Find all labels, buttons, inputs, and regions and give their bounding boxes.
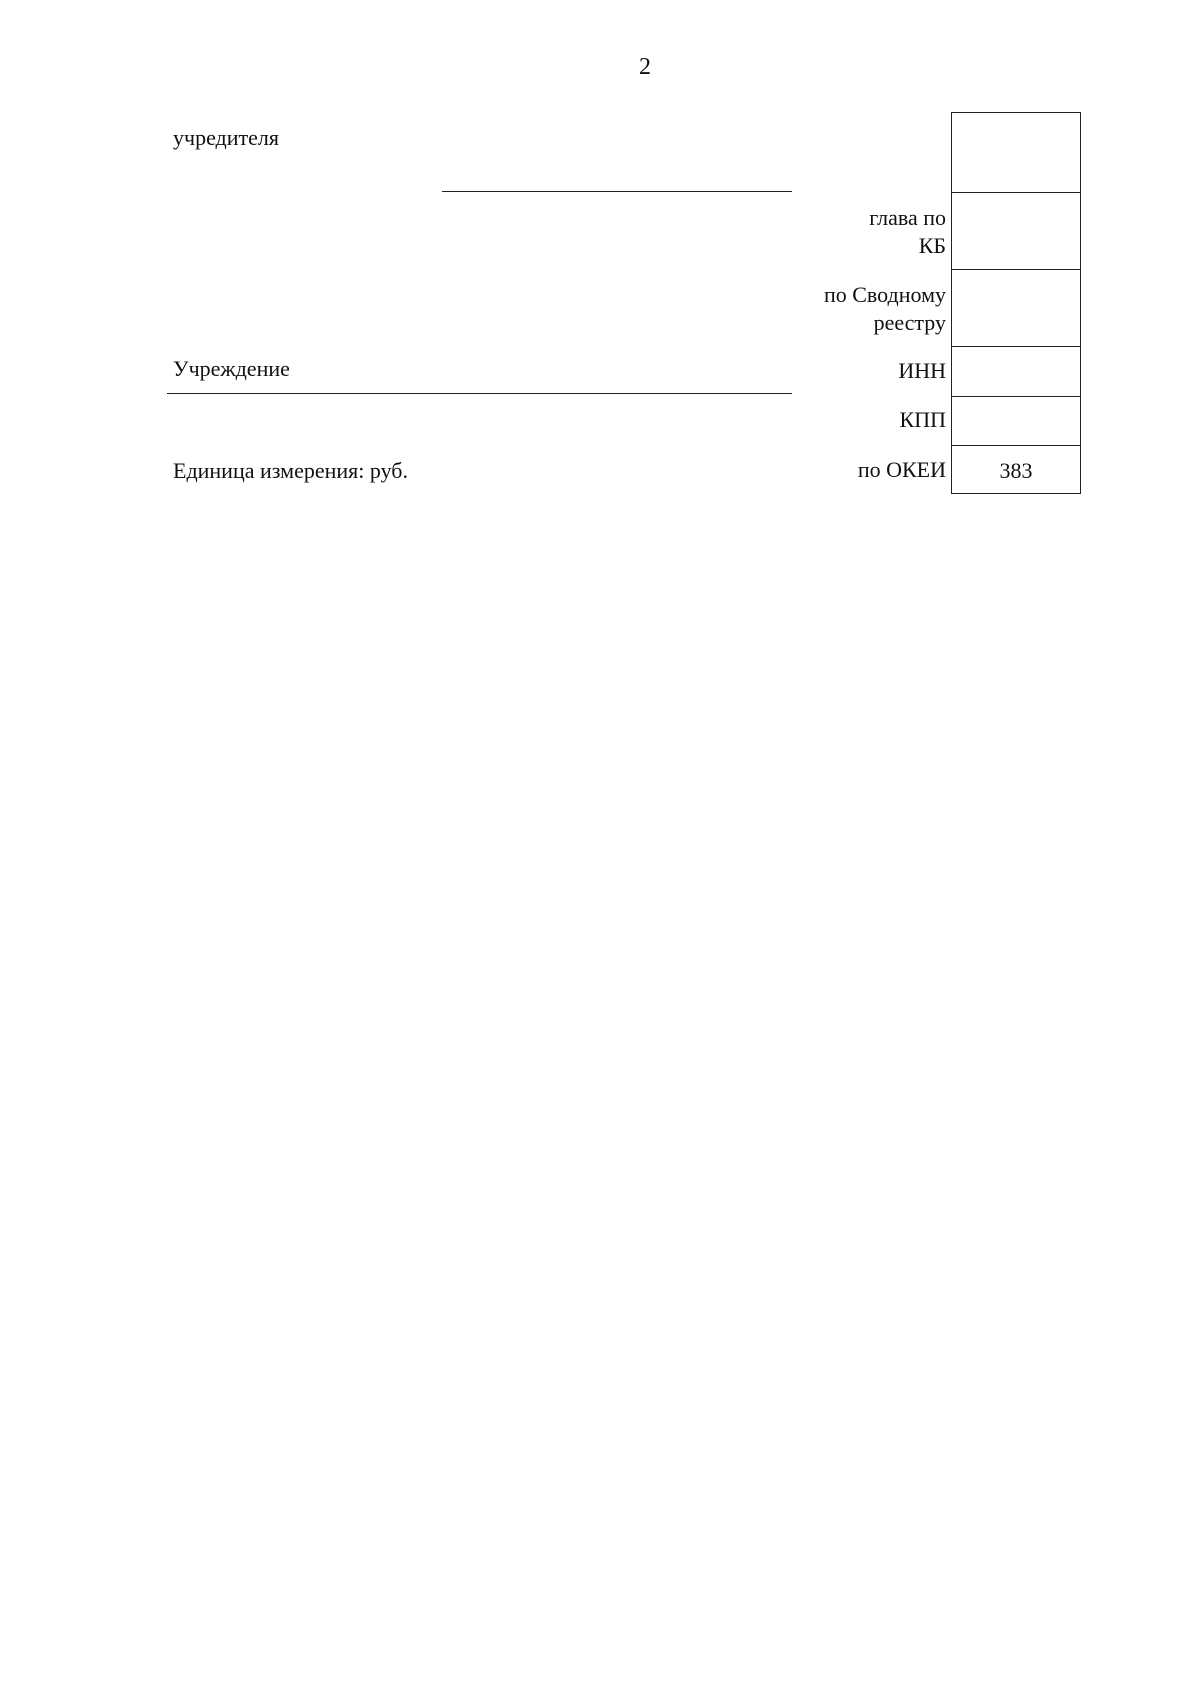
kpp-label: КПП — [899, 407, 946, 432]
chapter-kb-code-cell — [952, 193, 1080, 270]
consolidated-registry-label-line1: по Сводному — [823, 282, 946, 307]
founder-underline — [442, 191, 792, 192]
consolidated-registry-code-cell — [952, 270, 1080, 347]
inn-code-cell — [952, 347, 1080, 397]
okei-label: по ОКЕИ — [857, 457, 946, 482]
institution-label: Учреждение — [173, 356, 290, 381]
inn-label: ИНН — [898, 358, 946, 383]
consolidated-registry-label-line2: реестру — [873, 310, 946, 335]
page-number: 2 — [639, 54, 651, 80]
chapter-kb-label-line2: КБ — [918, 233, 946, 258]
founder-code-cell — [952, 113, 1080, 193]
codes-box — [951, 112, 1081, 494]
consolidated-registry-label — [824, 281, 946, 337]
chapter-kb-label — [869, 204, 946, 260]
kpp-code-cell — [952, 397, 1080, 446]
institution-underline — [167, 393, 792, 394]
okei-code-cell: 383 — [999, 458, 1033, 483]
chapter-kb-label-line1: глава по — [869, 205, 946, 230]
unit-of-measure-label: Единица измерения: руб. — [173, 458, 408, 483]
founder-label: учредителя — [173, 125, 279, 150]
